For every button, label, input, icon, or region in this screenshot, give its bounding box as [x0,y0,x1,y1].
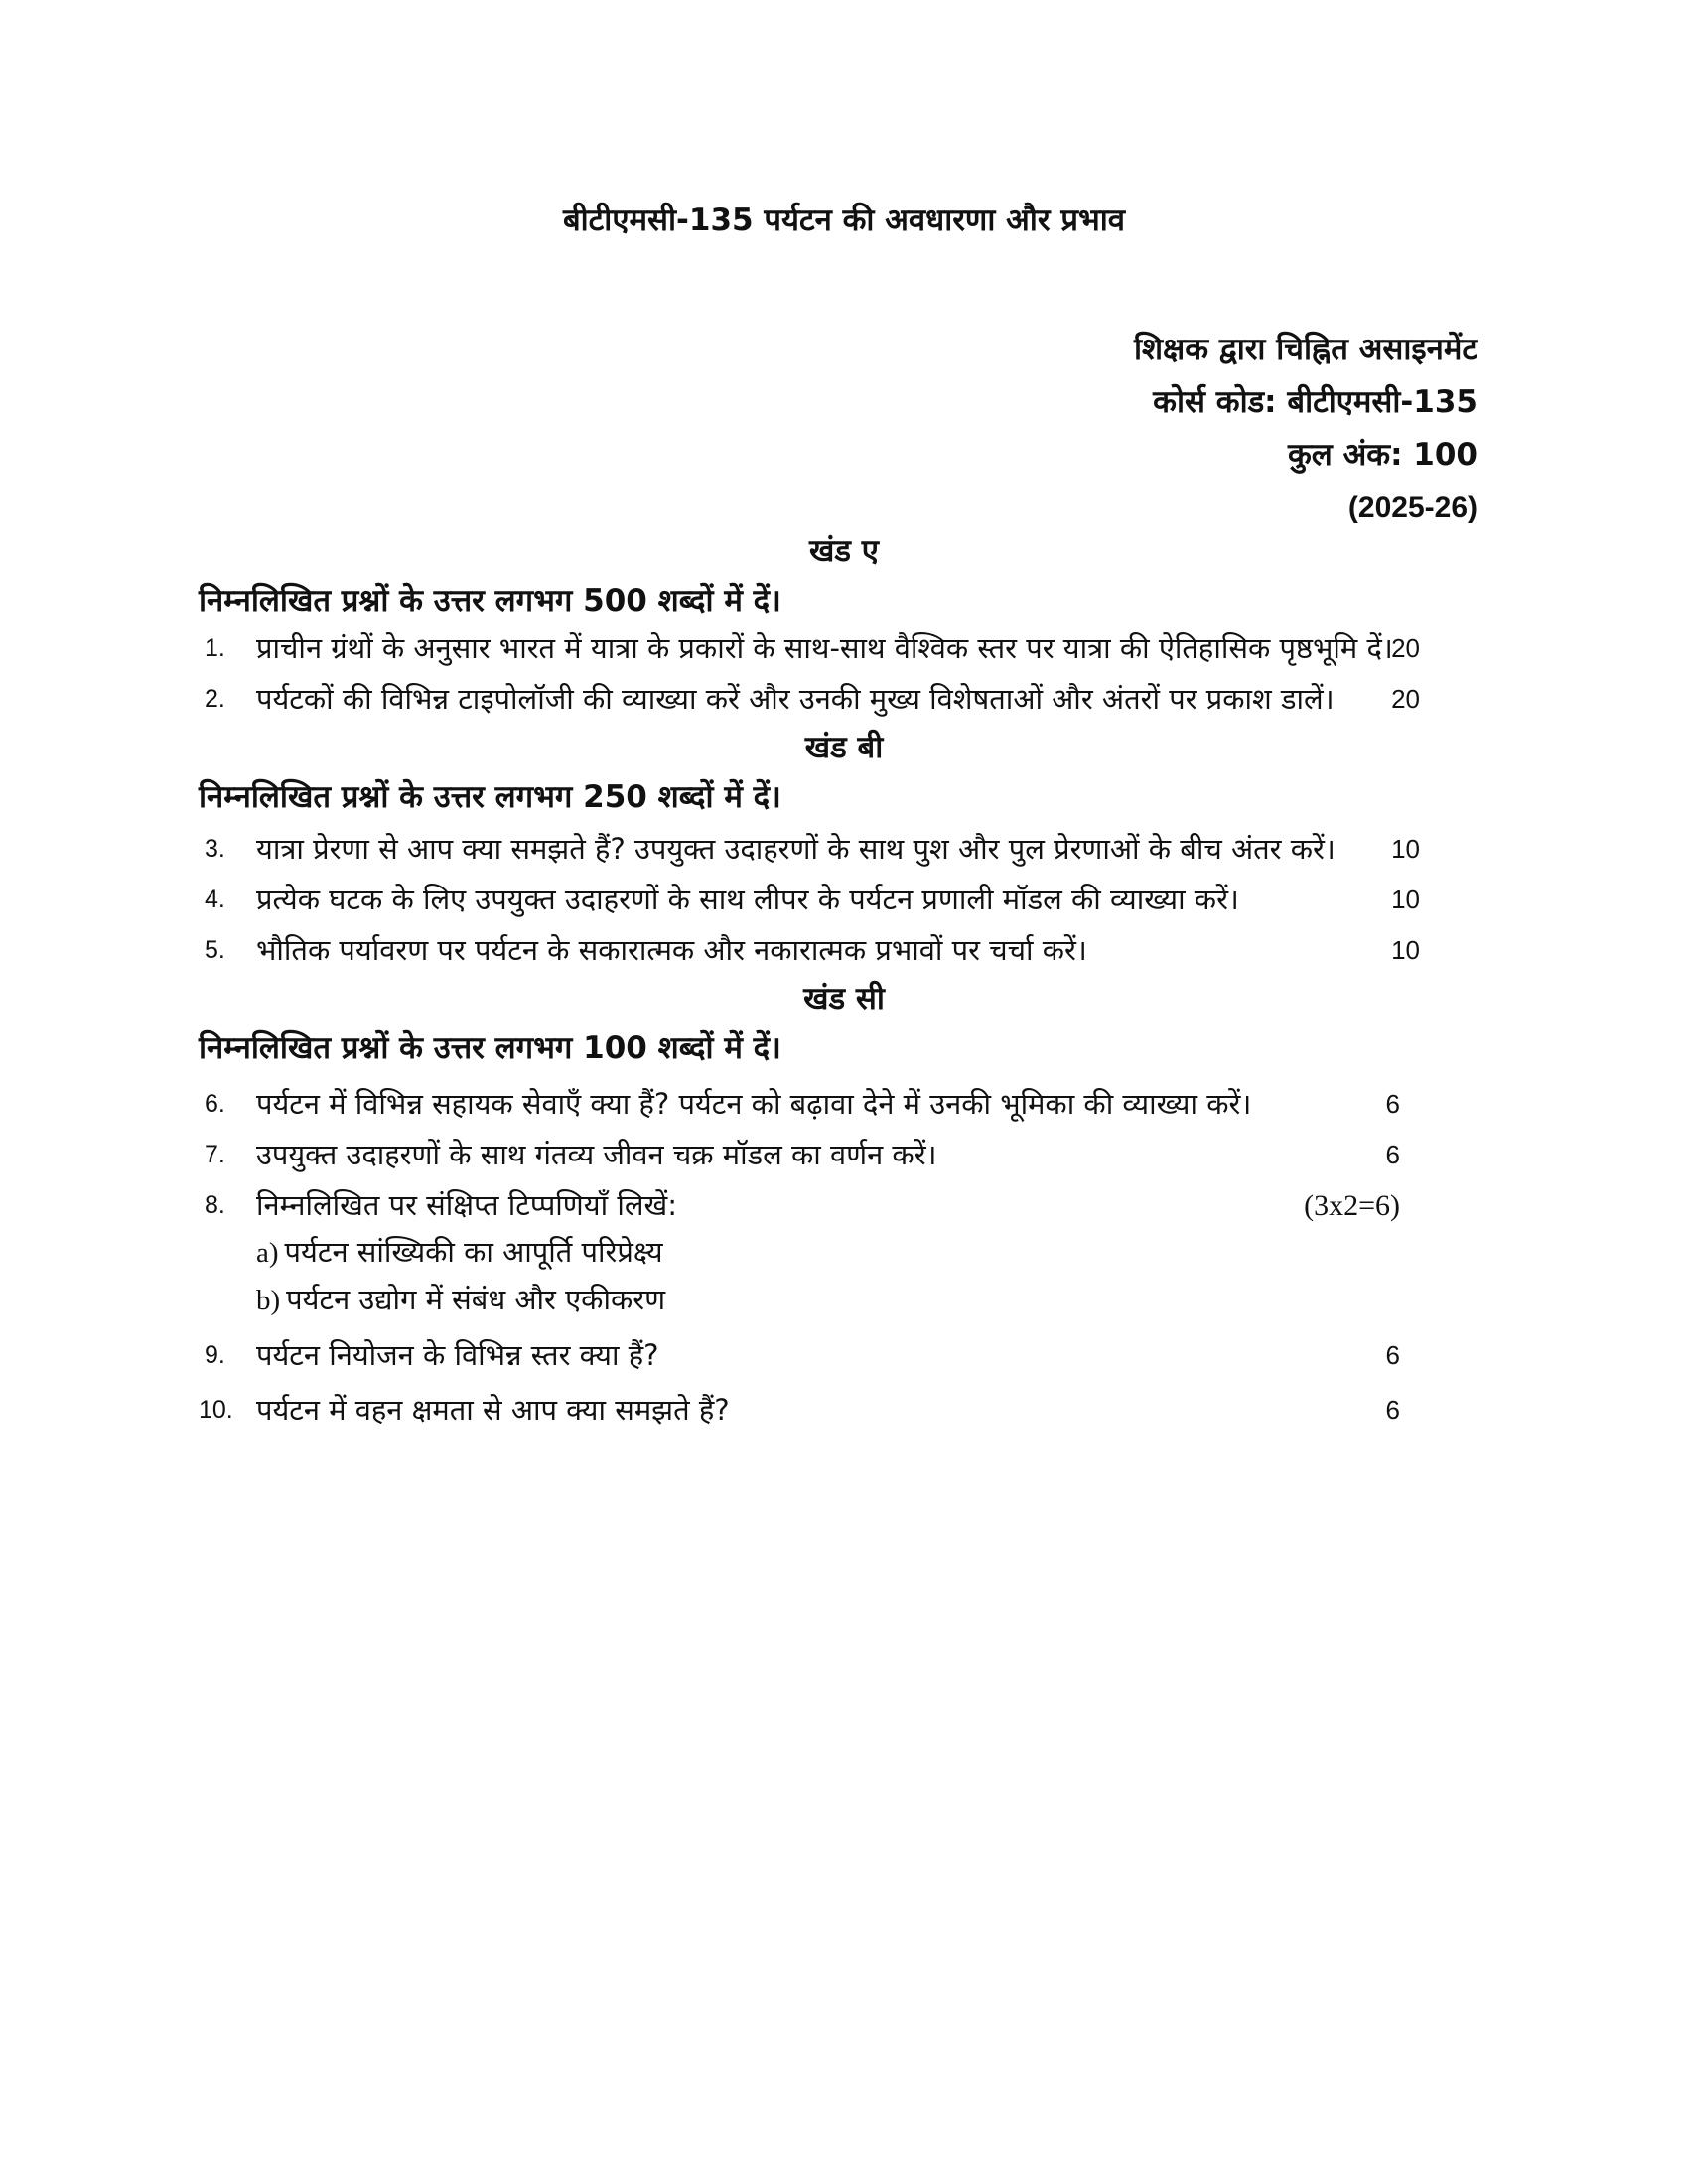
academic-year: (2025-26) [1347,491,1477,524]
question-marks: 10 [1391,885,1420,914]
question-marks: 10 [1391,935,1420,965]
question-10 [199,1387,1400,1433]
question-2 [199,676,1420,723]
question-marks: 20 [1391,684,1420,714]
question-marks: 6 [1385,1340,1400,1370]
section-heading-a: खंड ए [809,533,879,569]
question-number: 6. [205,1090,225,1118]
section-instruction-c: निम्नलिखित प्रश्नों के उत्तर लगभग 100 शब्दों में दें। [199,1030,781,1066]
question-text: पर्यटन में वहन क्षमता से आप क्या समझते हैं? [256,1393,730,1427]
sub-question-b [256,1277,1400,1324]
question-number: 5. [205,936,225,964]
document-title: बीटीएमसी-135 पर्यटन की अवधारणा और प्रभाव [562,203,1126,238]
assignment-type: शिक्षक द्वारा चिह्नित असाइनमेंट [1133,332,1477,367]
question-text: प्राचीन ग्रंथों के अनुसार भारत में यात्रा के प्रकारों के साथ-साथ वैश्विक स्तर पर यात्रा की ऐतिहासिक पृष्ठभूमि दें। [256,631,1393,665]
question-marks: 10 [1391,834,1420,864]
question-1 [199,625,1420,672]
question-number: 4. [205,886,225,913]
section-heading-b: खंड बी [804,730,884,765]
question-marks: 6 [1385,1140,1400,1169]
question-3 [199,826,1420,873]
question-number: 2. [205,685,225,713]
question-text: प्रत्येक घटक के लिए उपयुक्त उदाहरणों के साथ लीपर के पर्यटन प्रणाली मॉडल की व्याख्या करें। [256,883,1239,916]
question-number: 3. [205,835,225,863]
question-8 [199,1182,1400,1324]
section-heading-c: खंड सी [803,981,885,1017]
total-marks: कुल अंक: 100 [1287,437,1477,473]
question-6 [199,1081,1400,1128]
question-marks: (3x2=6) [1304,1189,1400,1222]
question-number: 7. [205,1141,225,1168]
question-text: निम्नलिखित पर संक्षिप्त टिप्पणियाँ लिखें: [256,1188,677,1222]
question-4 [199,877,1420,923]
question-9 [199,1332,1400,1379]
sub-question-text: पर्यटन उद्योग में संबंध और एकीकरण [286,1283,666,1316]
assignment-content [199,526,1420,1433]
question-number: 9. [205,1341,225,1369]
question-number: 1. [205,634,225,662]
question-number: 8. [205,1191,225,1219]
sub-question-label: a) [256,1237,279,1269]
question-text: यात्रा प्रेरणा से आप क्या समझते हैं? उपयुक्त उदाहरणों के साथ पुश और पुल प्रेरणाओं के बीच अंतर करें। [256,832,1336,866]
assignment-meta [1134,324,1477,534]
question-number: 10. [199,1396,233,1424]
question-text: पर्यटकों की विभिन्न टाइपोलॉजी की व्याख्या करें और उनकी मुख्य विशेषताओं और अंतरों पर प्रकाश डालें। [256,682,1335,716]
section-instruction-b: निम्नलिखित प्रश्नों के उत्तर लगभग 250 शब्दों में दें। [199,779,781,815]
sub-question-text: पर्यटन सांख्यिकी का आपूर्ति परिप्रेक्ष्य [284,1235,663,1269]
question-marks: 6 [1385,1089,1400,1119]
question-text: पर्यटन में विभिन्न सहायक सेवाएँ क्या हैं? पर्यटन को बढ़ावा देने में उनकी भूमिका की व्याख्या करें। [256,1087,1252,1121]
question-text: पर्यटन नियोजन के विभिन्न स्तर क्या हैं? [256,1338,659,1372]
question-5 [199,927,1420,974]
sub-question-label: b) [256,1285,281,1316]
question-marks: 20 [1391,633,1420,663]
section-instruction-a: निम्नलिखित प्रश्नों के उत्तर लगभग 500 शब्दों में दें। [199,583,781,618]
question-marks: 6 [1385,1395,1400,1425]
question-7 [199,1132,1400,1178]
sub-question-a [256,1229,1400,1277]
question-text: भौतिक पर्यावरण पर पर्यटन के सकारात्मक और नकारात्मक प्रभावों पर चर्चा करें। [256,933,1087,967]
course-code: कोर्स कोड: बीटीएमसी-135 [1153,384,1477,420]
question-text: उपयुक्त उदाहरणों के साथ गंतव्य जीवन चक्र मॉडल का वर्णन करें। [256,1138,937,1171]
